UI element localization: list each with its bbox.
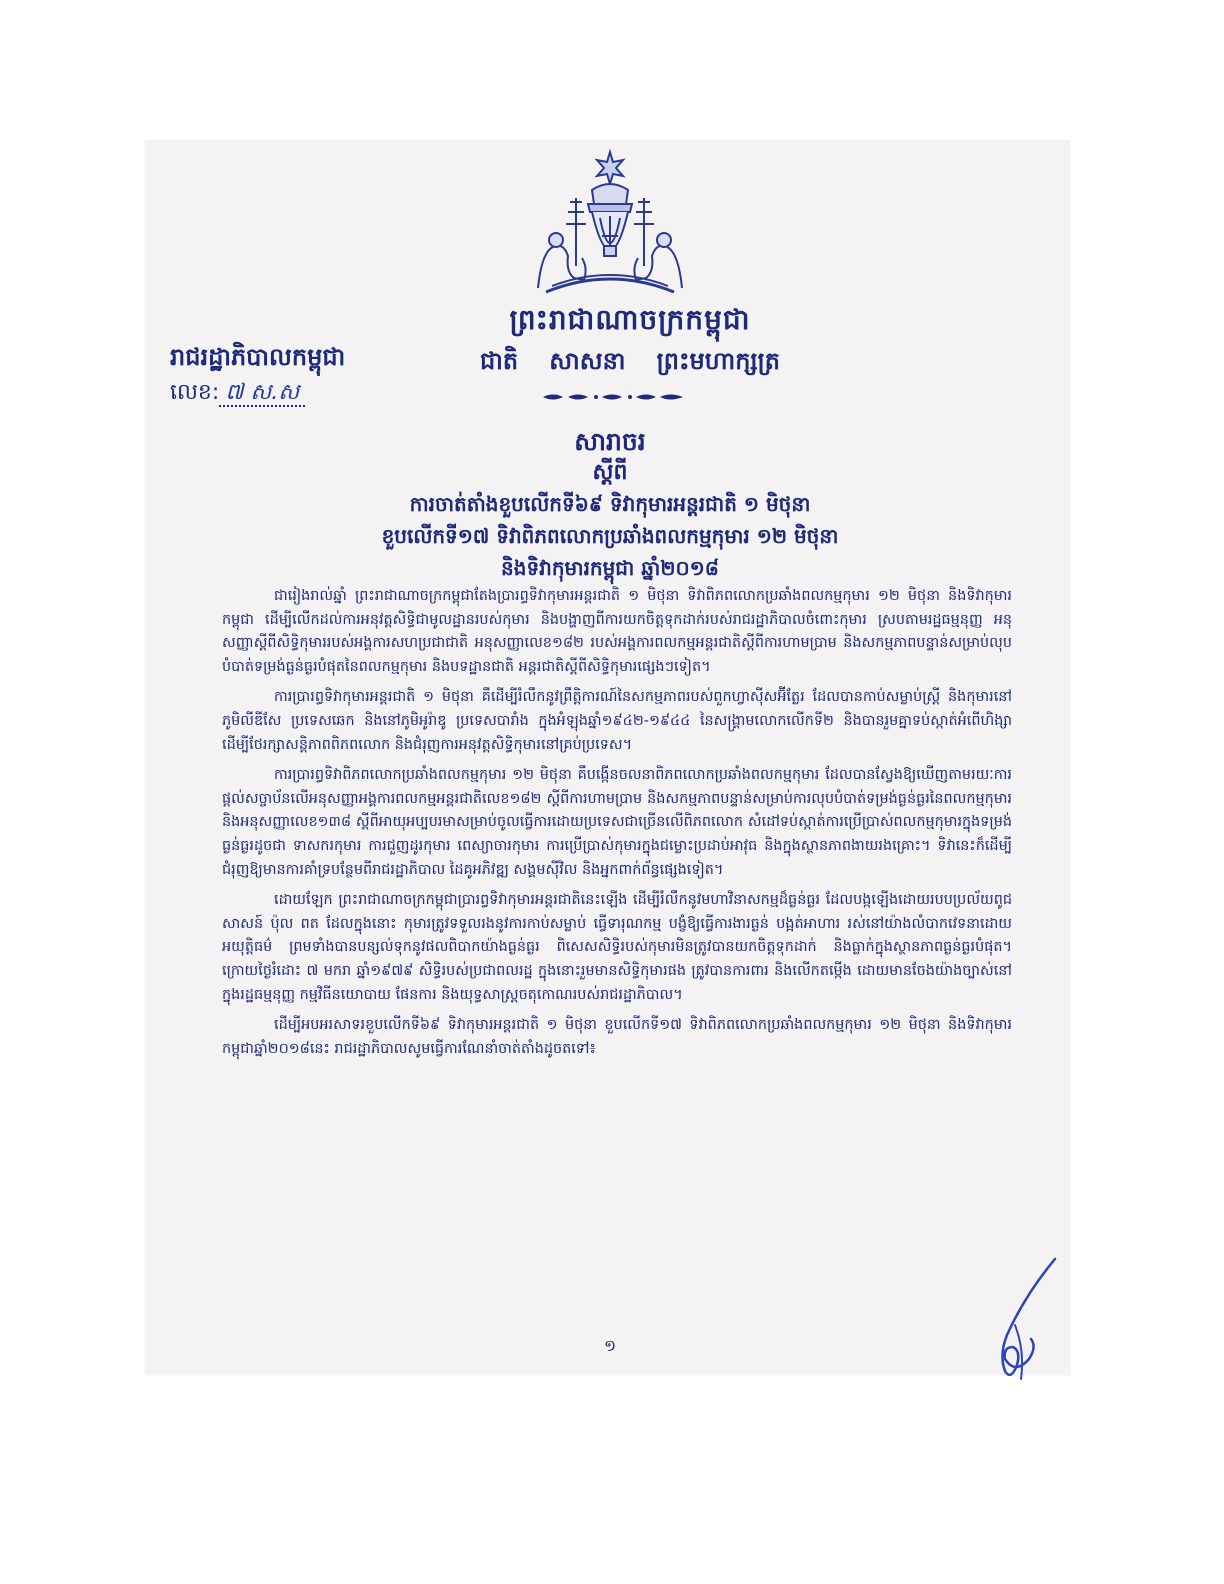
government-name: រាជរដ្ឋាភិបាលកម្ពុជា — [170, 343, 346, 371]
kingdom-name: ព្រះរាជាណាចក្រកម្ពុជា — [509, 303, 751, 336]
motto-religion: សាសនា — [549, 347, 626, 375]
reference-label: លេខ: — [170, 380, 220, 405]
document-body — [222, 585, 1012, 1068]
motto-king: ព្រះមហាក្សត្រ — [656, 347, 780, 375]
subject-label: ស្តីពី — [592, 460, 628, 485]
subject-line-2: ខួបលើកទី១៧ ទិវាពិភពលោកប្រឆាំងពលកម្មកុមារ ១២ មិថុនា — [381, 524, 839, 548]
body-paragraph: ការប្រារព្ធទិវាពិភពលោកប្រឆាំងពលកម្មកុមារ ១២ មិថុនា គឺបង្កើនចលនាពិភពលោកប្រឆាំងពលកម្មកុមារ ដែលបានស្វែងឱ្យឃើញតាមរយៈការផ្តល់សច្ចាប័នលើអនុសញ្ញាអង្គការពលកម្មអន្តរជាតិលេខ១៨២ ស្តីពីការហាមប្រាម និងសកម្មភាពបន្ទាន់សម្រាប់ការលុបបំបាត់ទម្រង់ធ្ងន់ធ្ងរនៃពលកម្មកុមារ និងអនុសញ្ញាលេខ១៣៨ ស្តីពីអាយុអប្បបរមាសម្រាប់ចូលធ្វើការដោយប្រទេសជាច្រើនលើពិភពលោក សំដៅទប់ស្កាត់ការប្រើប្រាស់ពលកម្មកុមារក្នុងទម្រង់ធ្ងន់ធ្ងរដូចជា ទាសករកុមារ ការជួញដូរកុមារ ពេស្យាចារកុមារ ការប្រើប្រាស់កុមារក្នុងជម្លោះប្រដាប់អាវុធ និងក្នុងស្ថានភាពងាយរងគ្រោះ។ ទិវានេះក៏ដើម្បីជំរុញឱ្យមានការគាំទ្របន្ថែមពីរាជរដ្ឋាភិបាល ដៃគូអភិវឌ្ឍ សង្គមស៊ីវិល និងអ្នកពាក់ព័ន្ធផ្សេងទៀត។ — [222, 767, 1012, 878]
body-paragraph: ជារៀងរាល់ឆ្នាំ ព្រះរាជាណាចក្រកម្ពុជាតែងប្រារព្ធទិវាកុមារអន្តរជាតិ ១ មិថុនា ទិវាពិភពលោកប្រឆាំងពលកម្មកុមារ ១២ មិថុនា និងទិវាកុមារកម្ពុជា ដើម្បីលើកដល់ការអនុវត្តសិទ្ធិជាមូលដ្ឋានរបស់កុមារ និងបង្ហាញពីការយកចិត្តទុកដាក់របស់រាជរដ្ឋាភិបាលចំពោះកុមារ ស្របតាមរដ្ឋធម្មនុញ្ញ អនុសញ្ញាស្តីពីសិទ្ធិកុមាររបស់អង្គការសហប្រជាជាតិ អនុសញ្ញាលេខ១៨២ របស់អង្គការពលកម្មអន្តរជាតិស្តីពីការហាមប្រាម និងសកម្មភាពបន្ទាន់សម្រាប់លុបបំបាត់ទម្រង់ធ្ងន់ធ្ងរបំផុតនៃពលកម្មកុមារ និងបទដ្ឋានជាតិ អន្តរជាតិស្តីពីសិទ្ធិកុមារផ្សេងៗទៀត។ — [222, 588, 1012, 675]
reference-value: ៧ ស.ស — [219, 380, 305, 407]
motto-nation: ជាតិ — [480, 347, 519, 375]
page-number: ១ — [603, 1336, 617, 1355]
document-type: សារាចរ — [574, 427, 646, 456]
reference-number — [170, 378, 305, 410]
document-title — [200, 425, 1020, 584]
subject-line-1: ការចាត់តាំងខួបលើកទី៦៩ ទិវាកុមារអន្តរជាតិ ១ មិថុនា — [409, 492, 811, 516]
ornamental-divider-icon — [538, 392, 688, 402]
body-paragraph: ដើម្បីអបអរសាទរខួបលើកទី៦៩ ទិវាកុមារអន្តរជាតិ ១ មិថុនា ខួបលើកទី១៧ ទិវាពិភពលោកប្រឆាំងពលកម្មកុមារ ១២ មិថុនា និងទិវាកុមារកម្ពុជាឆ្នាំ២០១៨នេះ រាជរដ្ឋាភិបាលសូមធ្វើការណែនាំចាត់តាំងដូចតទៅ៖ — [222, 1017, 1012, 1057]
body-paragraph: ការប្រារព្ធទិវាកុមារអន្តរជាតិ ១ មិថុនា គឺដើម្បីរំលឹកនូវព្រឹត្តិការណ៍នៃសកម្មភាពរបស់ពួកហ្វាស៊ីសអ៊ីត្លែរ ដែលបានកាប់សម្លាប់ស្ត្រី និងកុមារនៅភូមិលីឌីសែ ប្រទេសឆេក និងនៅភូមិអូរ៉ាឌូ ប្រទេសបារាំង ក្នុងអំឡុងឆ្នាំ១៩៤២-១៩៤៤ នៃសង្គ្រាមលោកលើកទី២ និងបានរួមគ្នាទប់ស្កាត់អំពើហិង្សា ដើម្បីថែរក្សាសន្តិភាពពិភពលោក និងជំរុញការអនុវត្តសិទ្ធិកុមារនៅគ្រប់ប្រទេស។ — [222, 689, 1012, 753]
subject-line-3: និងទិវាកុមារកម្ពុជា ឆ្នាំ២០១៨ — [501, 556, 719, 580]
body-paragraph: ដោយឡែក ព្រះរាជាណាចក្រកម្ពុជាប្រារព្ធទិវាកុមារអន្តរជាតិនេះឡើង ដើម្បីរំលឹកនូវមហាវិនាសកម្មដ៏ធ្ងន់ធ្ងរ ដែលបង្កឡើងដោយរបបប្រល័យពូជសាសន៍ ប៉ុល ពត ដែលក្នុងនោះ កុមារត្រូវទទួលរងនូវការកាប់សម្លាប់ ធ្វើទារុណកម្ម បង្ខំឱ្យធ្វើការងារធ្ងន់ បង្អត់អាហារ រស់នៅយ៉ាងលំបាកវេទនាដោយអយុត្តិធម៌ ព្រមទាំងបានបន្សល់ទុកនូវផលពិបាកយ៉ាងធ្ងន់ធ្ងរ ពិសេសសិទ្ធិរបស់កុមារមិនត្រូវបានយកចិត្តទុកដាក់ និងធ្លាក់ក្នុងស្ថានភាពធ្ងន់ធ្ងរបំផុត។ ក្រោយថ្ងៃរំដោះ ៧ មករា ឆ្នាំ១៩៧៩ សិទ្ធិរបស់ប្រជាពលរដ្ឋ ក្នុងនោះរួមមានសិទ្ធិកុមារផង ត្រូវបានការពារ និងលើកតម្កើង ដោយមានចែងយ៉ាងច្បាស់នៅក្នុងរដ្ឋធម្មនុញ្ញ កម្មវិធីនយោបាយ ផែនការ និងយុទ្ធសាស្ត្រចតុកោណរបស់រាជរដ្ឋាភិបាល។ — [222, 892, 1012, 1003]
royal-coat-of-arms-icon — [530, 148, 690, 300]
national-motto — [480, 346, 780, 381]
signature-icon — [985, 1255, 1065, 1385]
